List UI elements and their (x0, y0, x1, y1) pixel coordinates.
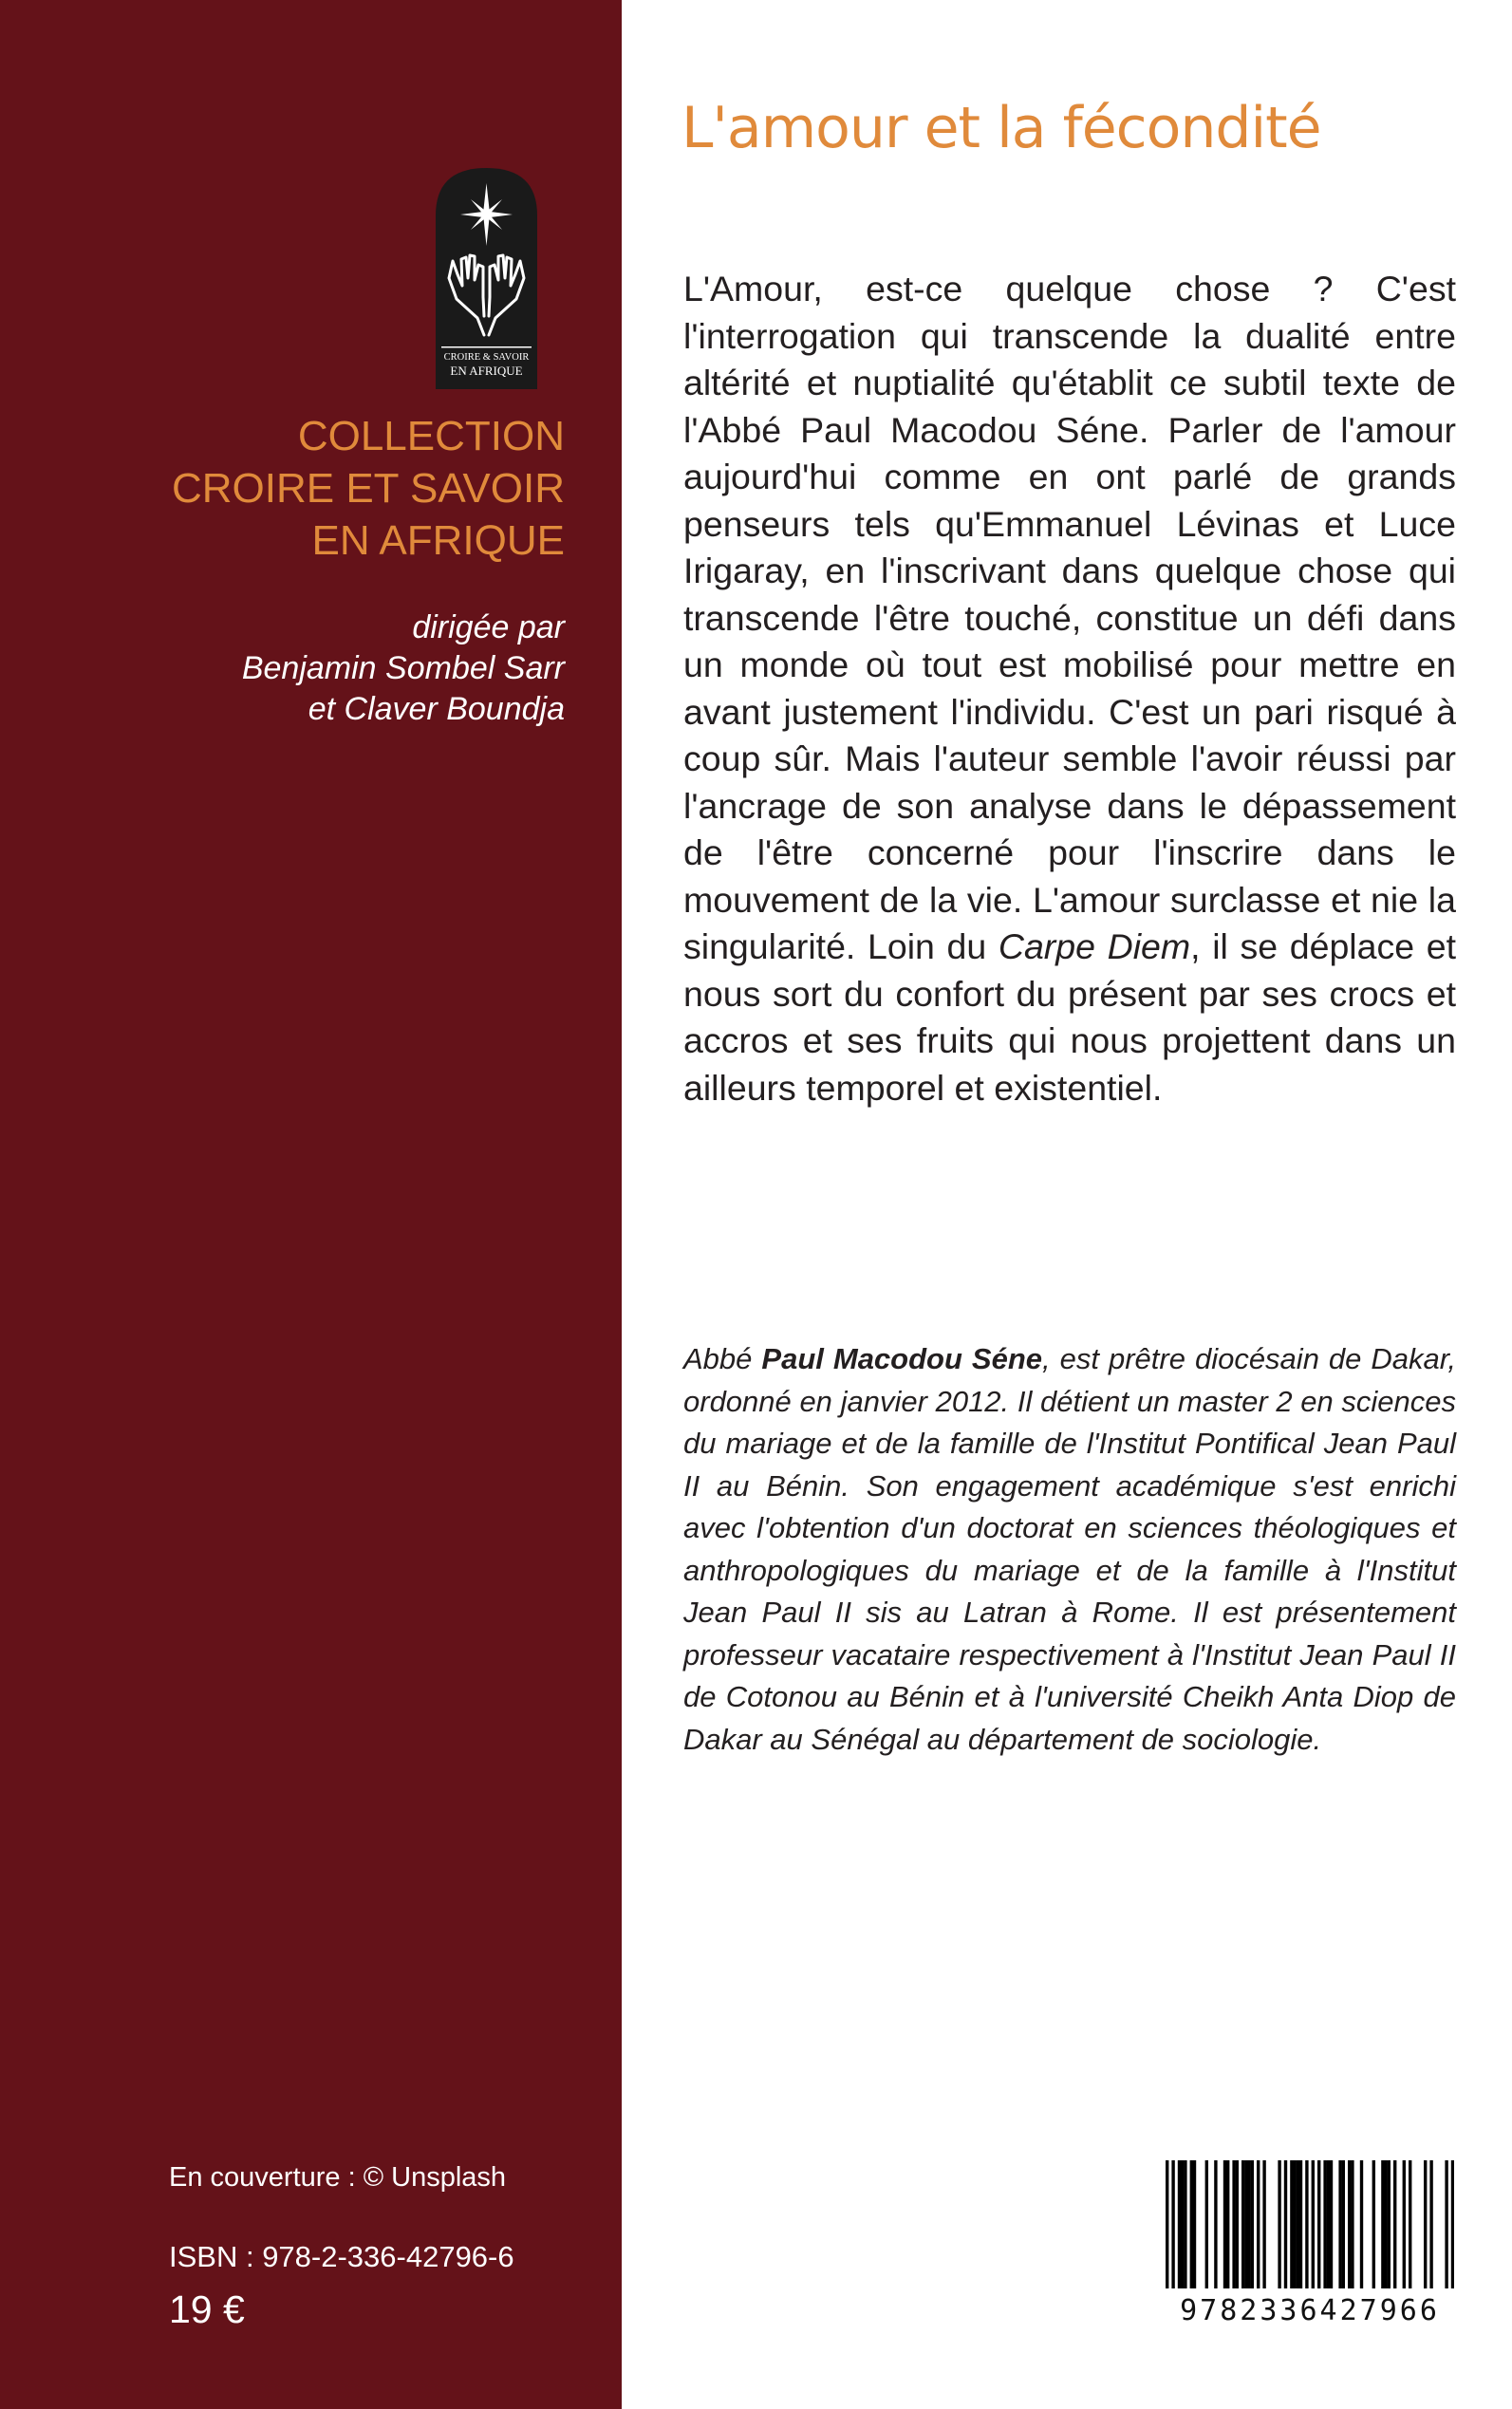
barcode-bar (1305, 2160, 1308, 2288)
barcode-bar (1278, 2160, 1280, 2288)
barcode-bar (1342, 2160, 1345, 2288)
author-name: Paul Macodou Séne (761, 1342, 1043, 1375)
collection-name (33, 410, 565, 567)
barcode-bar (1190, 2160, 1193, 2288)
synopsis-italic: Carpe Diem (998, 926, 1191, 966)
barcode-bars (1166, 2160, 1454, 2288)
collection-line: CROIRE ET SAVOIR (171, 465, 565, 512)
barcode-bar (1388, 2160, 1391, 2288)
barcode-bar (1226, 2160, 1229, 2288)
barcode-bar (1429, 2160, 1432, 2288)
barcode-bar (1424, 2160, 1427, 2288)
barcode-bar (1184, 2160, 1186, 2288)
barcode-bar (1232, 2160, 1235, 2288)
barcode-bar (1223, 2160, 1226, 2288)
barcode-bar (1214, 2160, 1217, 2288)
synopsis (683, 266, 1456, 1111)
synopsis-text-end: , il se déplace et nous sort du confort du présent par ses crocs et accros et ses fruits qui nous projettent dans un ailleurs temporel et existentiel. (683, 926, 1456, 1108)
barcode-bar (1351, 2160, 1353, 2288)
barcode-bar (1241, 2160, 1244, 2288)
barcode-bar (1290, 2160, 1293, 2288)
barcode-bar (1372, 2160, 1375, 2288)
barcode-bar (1348, 2160, 1351, 2288)
barcode-bar (1178, 2160, 1181, 2288)
barcode-bar (1181, 2160, 1184, 2288)
author-bio-text: , est prêtre diocésain de Dakar, ordonné en janvier 2012. Il détient un master 2 en sciences du mariage et de la famille de l'Institut Pontifical Jean Paul II au Bénin. Son engagement académique s'est enrichi avec l'obtention d'un doctorat en sciences théologiques et anthropologiques du mariage et de la famille à l'Institut Jean Paul II sis au Latran à Rome. Il est présentement professeur vacataire respectivement à l'Institut Jean Paul II de Cotonou au Bénin et à l'université Cheikh Anta Diop de Dakar au Sénégal au département de sociologie. (683, 1342, 1456, 1756)
barcode-bar (1166, 2160, 1168, 2288)
barcode-bar (1193, 2160, 1196, 2288)
barcode-bar (1262, 2160, 1265, 2288)
barcode-bar (1312, 2160, 1315, 2288)
barcode-bar (1299, 2160, 1302, 2288)
barcode-bar (1317, 2160, 1320, 2288)
barcode-bar (1244, 2160, 1247, 2288)
author-bio-prefix: Abbé (683, 1342, 762, 1375)
barcode-bar (1409, 2160, 1411, 2288)
barcode-bar (1338, 2160, 1341, 2288)
isbn: ISBN : 978-2-336-42796-6 (169, 2240, 514, 2273)
barcode-bar (1293, 2160, 1296, 2288)
barcode-bar (1205, 2160, 1208, 2288)
barcode-bar (1251, 2160, 1254, 2288)
collection-directors (33, 607, 565, 730)
left-panel (0, 0, 622, 2409)
collection-logo (432, 166, 541, 389)
cover-credit: En couverture : © Unsplash (169, 2162, 507, 2193)
logo-text-line2: EN AFRIQUE (450, 364, 523, 378)
directors-line: dirigée par (412, 609, 565, 645)
barcode-bar (1297, 2160, 1299, 2288)
barcode-bar (1381, 2160, 1384, 2288)
price: 19 € (169, 2288, 245, 2331)
barcode-bar (1327, 2160, 1330, 2288)
barcode (1158, 2155, 1462, 2327)
barcode-bar (1323, 2160, 1326, 2288)
collection-line: EN AFRIQUE (311, 517, 565, 564)
synopsis-text: L'Amour, est-ce quelque chose ? C'est l'interrogation qui transcende la dualité entre altérité et nuptialité qu'établit ce subtil texte de l'Abbé Paul Macodou Séne. Parler de l'amour aujourd'hui comme en ont parlé de grands penseurs tels qu'Emmanuel Lévinas et Luce Irigaray, en l'inscrivant dans quelque chose qui transcende l'être touché, constitue un défi dans un monde où tout est mobilisé pour mettre en avant justement l'individu. C'est un pari risqué à coup sûr. Mais l'auteur semble l'avoir réussi par l'ancrage de son analyse dans le dépassement de l'être concerné pour l'inscrire dans le mouvement de la vie. L'amour surclasse et nie la singularité. Loin du (683, 269, 1456, 966)
barcode-bar (1330, 2160, 1333, 2288)
barcode-bar (1171, 2160, 1174, 2288)
barcode-bar (1247, 2160, 1250, 2288)
barcode-bar (1384, 2160, 1387, 2288)
barcode-bar (1403, 2160, 1406, 2288)
collection-line: COLLECTION (297, 413, 565, 459)
author-bio (683, 1338, 1456, 1761)
barcode-bar (1393, 2160, 1396, 2288)
logo-text-line1: CROIRE & SAVOIR (443, 352, 530, 363)
barcode-bar (1360, 2160, 1363, 2288)
barcode-bar (1445, 2160, 1447, 2288)
directors-line: et Claver Boundja (308, 691, 565, 727)
directors-line: Benjamin Sombel Sarr (241, 650, 565, 686)
barcode-bar (1284, 2160, 1287, 2288)
barcode-bar (1236, 2160, 1239, 2288)
barcode-bar (1451, 2160, 1454, 2288)
barcode-bar (1257, 2160, 1260, 2288)
barcode-digits: 9782336427966 (1180, 2294, 1440, 2327)
book-title: L'amour et la fécondité (681, 95, 1321, 161)
